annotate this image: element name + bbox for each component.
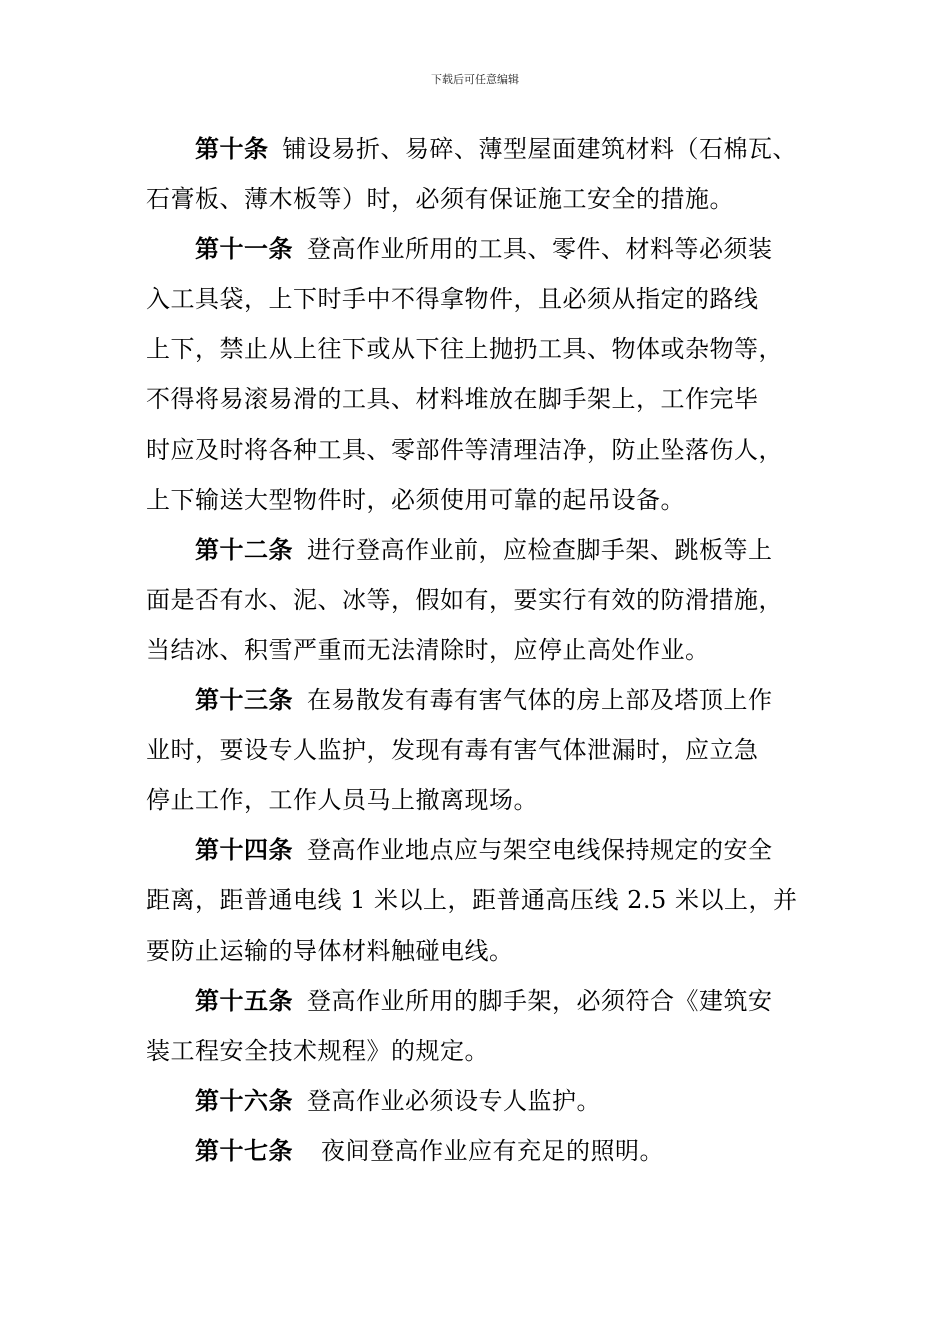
article-12-line-2: 面是否有水、泥、冰等，假如有，要实行有效的防滑措施，	[146, 585, 783, 614]
article-11-line-5: 时应及时将各种工具、零部件等清理洁净，防止坠落伤人，	[146, 435, 783, 464]
article-10-line-2: 石膏板、薄木板等）时，必须有保证施工安全的措施。	[146, 185, 734, 214]
article-10-label: 第十条	[195, 134, 269, 163]
article-13-text-1: 在易散发有毒有害气体的房上部及塔顶上作	[307, 686, 773, 715]
article-11-line-4: 不得将易滚易滑的工具、材料堆放在脚手架上，工作完毕	[146, 385, 759, 414]
article-12-text-1: 进行登高作业前，应检查脚手架、跳板等上	[307, 535, 773, 564]
article-14-label: 第十四条	[195, 835, 293, 865]
article-14-line-1	[146, 825, 816, 875]
article-12-line-1	[146, 525, 816, 575]
document-body	[146, 124, 816, 1176]
article-12-label: 第十二条	[195, 534, 293, 564]
article-15-line-2: 装工程安全技术规程》的规定。	[146, 1036, 489, 1065]
article-16-text-1: 登高作业必须设专人监护。	[307, 1086, 601, 1115]
article-14-line-2: 距离，距普通电线 1 米以上，距普通高压线 2.5 米以上，并	[146, 886, 798, 915]
article-15-label: 第十五条	[195, 985, 293, 1015]
article-17-line-1	[146, 1126, 816, 1176]
article-10-text-1: 铺设易折、易碎、薄型屋面建筑材料（石棉瓦、	[282, 135, 797, 163]
article-11-label: 第十一条	[195, 234, 293, 264]
article-13-label: 第十三条	[195, 685, 293, 715]
article-13-line-3: 停止工作，工作人员马上撤离现场。	[146, 786, 538, 815]
article-11-line-3: 上下，禁止从上往下或从下往上抛扔工具、物体或杂物等，	[146, 335, 783, 364]
article-15-line-1	[146, 976, 816, 1026]
article-13-line-2: 业时，要设专人监护，发现有毒有害气体泄漏时，应立急	[146, 736, 759, 765]
article-10-line-1	[146, 124, 816, 174]
article-17-label: 第十七条	[195, 1135, 293, 1165]
article-13-line-1	[146, 675, 816, 725]
article-11-line-6: 上下输送大型物件时，必须使用可靠的起吊设备。	[146, 485, 685, 514]
page-header: 下载后可任意编辑	[431, 73, 519, 86]
article-15-text-1: 登高作业所用的脚手架，必须符合《建筑安	[307, 986, 773, 1015]
article-12-line-3: 当结冰、积雪严重而无法清除时，应停止高处作业。	[146, 635, 710, 664]
article-14-text-1: 登高作业地点应与架空电线保持规定的安全	[307, 836, 773, 865]
article-17-text-1: 夜间登高作业应有充足的照明。	[321, 1136, 664, 1165]
article-16-line-1	[146, 1076, 816, 1126]
article-14-line-3: 要防止运输的导体材料触碰电线。	[146, 936, 514, 965]
article-11-line-1	[146, 224, 816, 274]
article-11-text-1: 登高作业所用的工具、零件、材料等必须装	[307, 235, 773, 264]
article-11-line-2: 入工具袋，上下时手中不得拿物件，且必须从指定的路线	[146, 285, 759, 314]
article-16-label: 第十六条	[195, 1085, 293, 1115]
